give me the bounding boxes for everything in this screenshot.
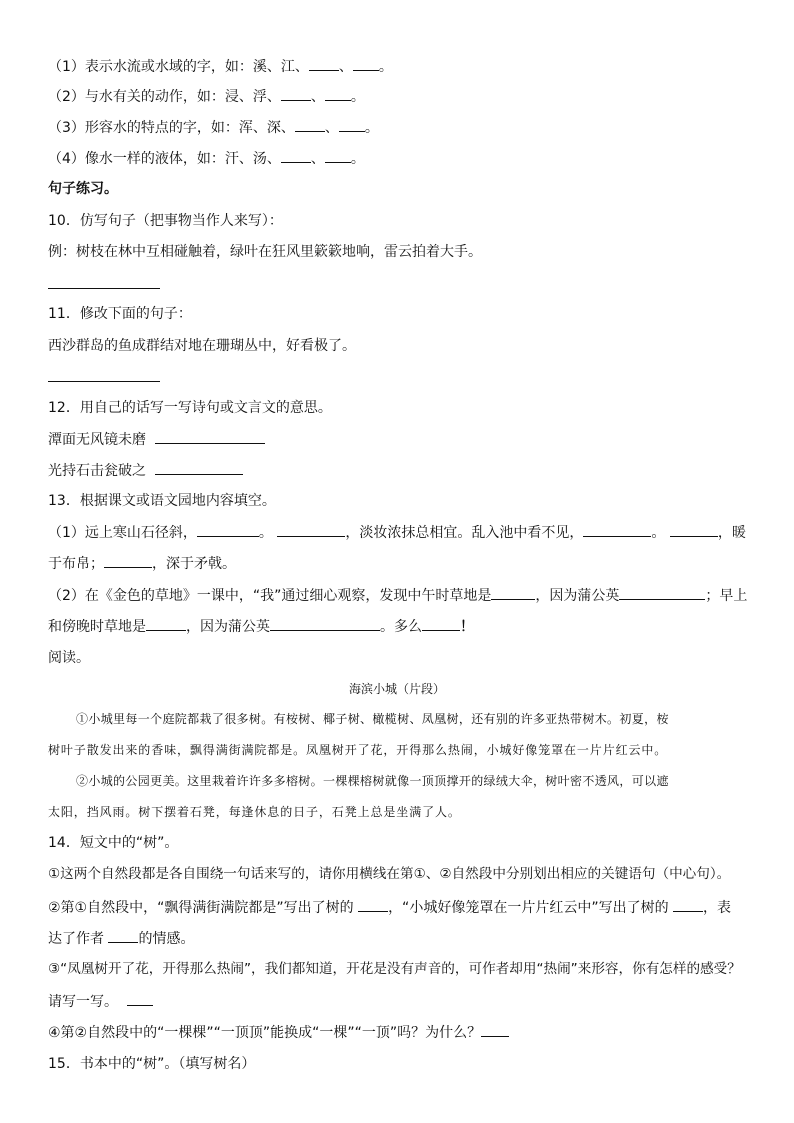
answer-blank[interactable] (127, 991, 153, 1006)
q9-item-1: （1）表示水流或水域的字，如：溪、江、 、 。 (48, 56, 393, 77)
q11-sentence: 西沙群岛的鱼成群结对地在珊瑚丛中，好看极了。 (48, 338, 356, 354)
answer-blank[interactable] (358, 897, 388, 912)
q11-answer-line[interactable] (48, 381, 160, 382)
answer-blank[interactable] (353, 56, 379, 71)
answer-blank[interactable] (491, 585, 535, 600)
q14-sub-3: ③“凤凰树开了花，开得那么热闹”，我们都知道，开花是没有声音的，可作者却用“热闹”来形容，你有怎样的感受？ (48, 961, 741, 977)
q14-sub-4: ④第②自然段中的“一棵棵”“一顶顶”能换成“一棵”“一顶”吗？为什么？ (48, 1022, 509, 1043)
q12-stem: 12．用自己的话写一写诗句或文言文的意思。 (48, 400, 332, 416)
passage-p2-line1: ②小城的公园更美。这里栽着许许多多榕树。一棵棵榕树就像一顶顶撑开的绿绒大伞，树叶密不透风，可以遮 (76, 774, 669, 788)
q13-part1-line2: 于布帛； ，深于矛戟。 (48, 553, 236, 574)
q13-part2-line1: （2）在《金色的草地》一课中，“我”通过细心观察，发现中午时草地是 ，因为蒲公英 ；早上 (48, 585, 747, 606)
answer-blank[interactable] (670, 522, 718, 537)
q14-sub-1: ①这两个自然段都是各自围绕一句话来写的，请你用横线在第①、②自然段中分别划出相应的关键语句（中心句）。 (48, 866, 731, 882)
section-title: 句子练习。 (48, 181, 118, 197)
answer-blank[interactable] (325, 148, 351, 163)
q13-part1-line1: （1）远上寒山石径斜， 。 ，淡妆浓抹总相宜。乱入池中看不见， 。 ，暖 (48, 522, 746, 543)
q15-stem: 15．书本中的“树”。（填写树名） (48, 1056, 256, 1072)
q10-stem: 10．仿写句子（把事物当作人来写）： (48, 213, 283, 229)
answer-blank[interactable] (339, 117, 365, 132)
q14-sub-2-line2: 达了作者 的情感。 (48, 928, 194, 949)
answer-blank[interactable] (583, 522, 651, 537)
answer-blank[interactable] (673, 897, 703, 912)
q10-example: 例：树枝在林中互相碰触着，绿叶在狂风里簌簌地响，雷云拍着大手。 (48, 244, 482, 260)
answer-blank[interactable] (325, 86, 351, 101)
reading-label: 阅读。 (48, 650, 90, 666)
q14-sub-3-line2: 请写一写。 (48, 991, 153, 1012)
answer-blank[interactable] (108, 928, 138, 943)
q14-sub-2-line1: ②第①自然段中，“飘得满街满院都是”写出了树的 ，“小城好像笼罩在一片片红云中”写出了树的 ，表 (48, 897, 731, 918)
passage-title: 海滨小城（片段） (348, 682, 445, 696)
answer-blank[interactable] (619, 585, 705, 600)
answer-blank[interactable] (295, 117, 325, 132)
answer-blank[interactable] (270, 616, 380, 631)
answer-blank[interactable] (281, 86, 311, 101)
q12-line-1: 潭面无风镜未磨 (48, 429, 265, 450)
answer-blank[interactable] (277, 522, 345, 537)
answer-blank[interactable] (155, 429, 265, 444)
answer-blank[interactable] (155, 460, 243, 475)
passage-p2-line2: 太阳，挡风雨。树下摆着石凳，每逢休息的日子，石凳上总是坐满了人。 (48, 805, 461, 819)
q12-line-2: 光持石击瓮破之 (48, 460, 243, 481)
answer-blank[interactable] (197, 522, 259, 537)
passage-p1-line1: ①小城里每一个庭院都栽了很多树。有桉树、椰子树、橄榄树、凤凰树，还有别的许多亚热带树木。初夏，桉 (76, 712, 669, 726)
answer-blank[interactable] (146, 616, 186, 631)
q13-part2-line2: 和傍晚时草地是 ，因为蒲公英 。多么 ！ (48, 616, 474, 637)
q10-answer-line[interactable] (48, 288, 160, 289)
answer-blank[interactable] (104, 553, 152, 568)
q14-stem: 14．短文中的“树”。 (48, 835, 179, 851)
answer-blank[interactable] (422, 616, 460, 631)
q9-item-3: （3）形容水的特点的字，如：浑、深、 、 。 (48, 117, 379, 138)
q9-item-2: （2）与水有关的动作，如：浸、浮、 、 。 (48, 86, 365, 107)
answer-blank[interactable] (281, 148, 311, 163)
answer-blank[interactable] (309, 56, 339, 71)
q9-item-4: （4）像水一样的液体，如：汗、汤、 、 。 (48, 148, 365, 169)
answer-blank[interactable] (481, 1022, 509, 1037)
q13-stem: 13．根据课文或语文园地内容填空。 (48, 493, 276, 509)
q11-stem: 11．修改下面的句子： (48, 306, 192, 322)
passage-p1-line2: 树叶子散发出来的香味，飘得满街满院都是。凤凰树开了花，开得那么热闹，小城好像笼罩在一片片红云中。 (48, 743, 668, 757)
